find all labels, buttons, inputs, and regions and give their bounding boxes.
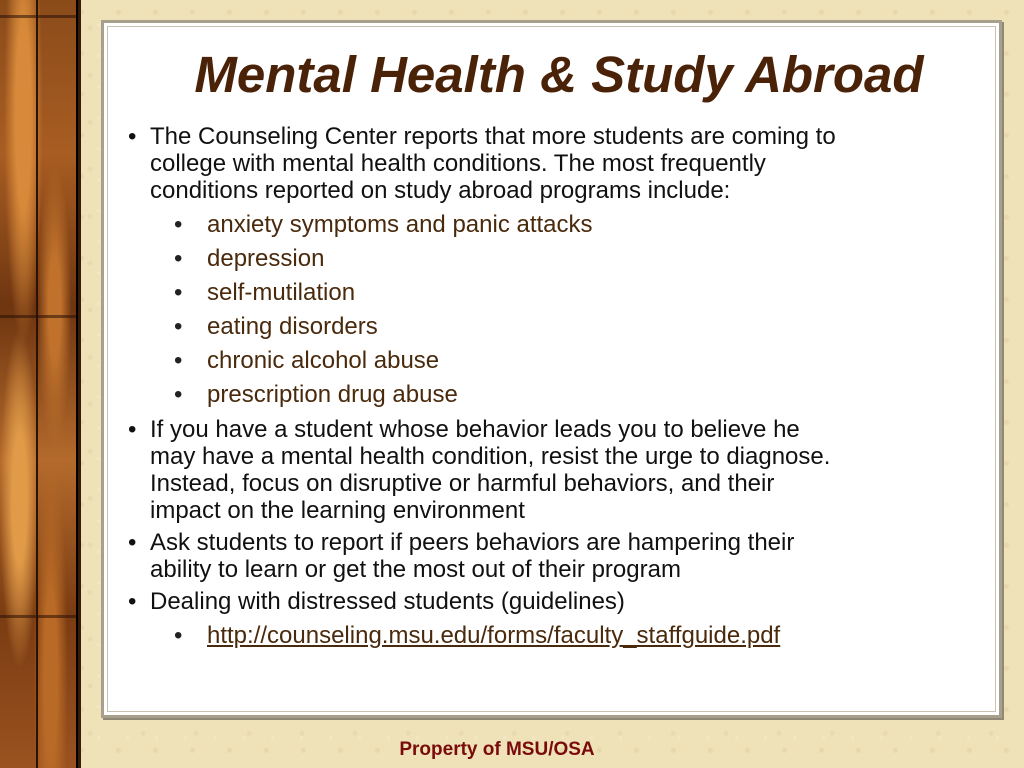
bullet-distressed-students: [118, 588, 978, 615]
decorative-side-strip: [0, 0, 81, 768]
footer-text: Property of MSU/OSA: [399, 739, 595, 760]
guidelines-sub-list: [118, 619, 978, 653]
conditions-sub-list: [118, 208, 978, 412]
sub-item-self-mutilation: [118, 276, 978, 310]
bullet-peer-reporting: [118, 529, 978, 583]
sub-item-text: eating disorders: [207, 313, 378, 340]
bullet-text-line: conditions reported on study abroad programs include:: [150, 177, 731, 204]
footer-label: [0, 739, 1024, 761]
bullet-dot-icon: •: [174, 381, 183, 408]
bullet-dot-icon: •: [174, 211, 183, 238]
bullet-dot-icon: •: [174, 347, 183, 374]
sub-item-alcohol-abuse: [118, 344, 978, 378]
sub-item-text: chronic alcohol abuse: [207, 347, 440, 374]
bullet-text-line: The Counseling Center reports that more students are coming to: [150, 123, 836, 150]
bullet-dot-icon: •: [128, 529, 137, 556]
bullet-dot-icon: •: [174, 245, 183, 272]
bullet-text-line: If you have a student whose behavior leads you to believe he: [150, 416, 800, 443]
slide-title: Mental Health & Study Abroad: [194, 46, 924, 103]
bullet-text-line: college with mental health conditions. The most frequently: [150, 150, 766, 177]
bullet-text-line: Ask students to report if peers behaviors are hampering their: [150, 529, 795, 556]
bullet-diagnose-guidance: [118, 416, 978, 524]
bullet-dot-icon: •: [174, 622, 183, 649]
bullet-list: [118, 123, 978, 657]
slide-content-panel: [101, 20, 1002, 718]
sub-item-text: anxiety symptoms and panic attacks: [207, 211, 593, 238]
bullet-text-line: Dealing with distressed students (guidelines): [150, 588, 625, 615]
bullet-text-line: may have a mental health condition, resist the urge to diagnose.: [150, 443, 831, 470]
bullet-dot-icon: •: [174, 313, 183, 340]
sub-item-text: self-mutilation: [207, 279, 356, 306]
bullet-dot-icon: •: [128, 123, 137, 150]
bullet-counseling-center: [118, 123, 978, 204]
sub-item-anxiety: [118, 208, 978, 242]
bullet-text-line: impact on the learning environment: [150, 497, 525, 524]
sub-item-guidelines-link: [118, 619, 978, 653]
staff-guide-link[interactable]: http://counseling.msu.edu/forms/faculty_staffguide.pdf: [207, 622, 781, 649]
sub-item-text: depression: [207, 245, 325, 272]
sub-item-text: prescription drug abuse: [207, 381, 458, 408]
sub-item-prescription-drug-abuse: [118, 378, 978, 412]
bullet-dot-icon: •: [174, 279, 183, 306]
sub-item-depression: [118, 242, 978, 276]
bullet-dot-icon: •: [128, 416, 137, 443]
sub-item-eating-disorders: [118, 310, 978, 344]
bullet-text-line: Instead, focus on disruptive or harmful behaviors, and their: [150, 470, 775, 497]
bullet-text-line: ability to learn or get the most out of their program: [150, 556, 681, 583]
bullet-dot-icon: •: [128, 588, 137, 615]
